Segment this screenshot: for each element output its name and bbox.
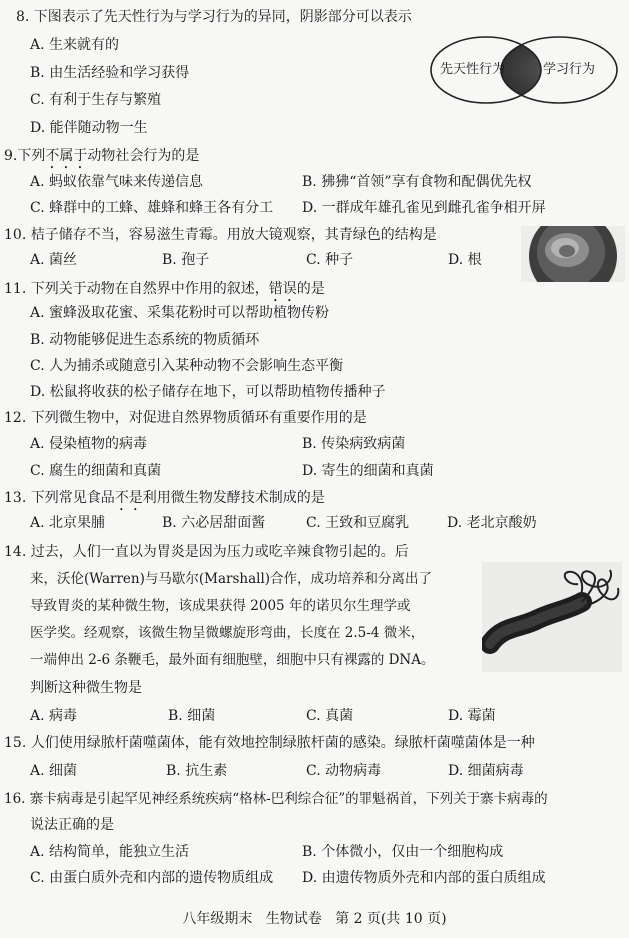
q14-option-b: B. 细菌 [168, 708, 216, 724]
q13-option-d: D. 老北京酸奶 [447, 515, 537, 531]
helical-bacterium-micrograph [482, 562, 622, 672]
q13-option-a: A. 北京果脯 [30, 515, 106, 531]
q14-option-a: A. 病毒 [30, 708, 78, 724]
q9-option-b: B. 狒狒“首领”享有食物和配偶优先权 [302, 174, 532, 190]
q14-option-d: D. 霉菌 [448, 708, 496, 724]
q8-option-c: C. 有利于生存与繁殖 [30, 92, 162, 108]
venn-right-label: 学习行为 [543, 62, 596, 77]
q16-option-c: C. 由蛋白质外壳和内部的遗传物质组成 [30, 870, 274, 886]
q15-stem: 15. 人们使用绿脓杆菌噬菌体，能有效地控制绿脓杆菌的感染。绿脓杆菌噬菌体是一种 [4, 735, 535, 751]
q16-option-a: A. 结构简单，能独立生活 [30, 844, 190, 860]
q8-stem: 8. 下图表示了先天性行为与学习行为的异同，阴影部分可以表示 [16, 9, 412, 25]
page-footer: 八年级期末 生物试卷 第 2 页(共 10 页) [182, 911, 447, 927]
q10-option-c: C. 种子 [306, 252, 354, 268]
q8-option-a: A. 生来就有的 [30, 37, 120, 53]
q12-option-d: D. 寄生的细菌和真菌 [302, 463, 434, 479]
q16-option-b: B. 个体微小，仅由一个细胞构成 [302, 844, 504, 860]
q9-option-d: D. 一群成年雄孔雀见到雌孔雀争相开屏 [302, 200, 546, 216]
q10-option-d: D. 根 [448, 252, 482, 268]
q11-stem: 11. 下列关于动物在自然界中作用的叙述，错误的是 [4, 281, 325, 297]
q12-option-c: C. 腐生的细菌和真菌 [30, 463, 162, 479]
q13-stem: 13. 下列常见食品不是利用微生物发酵技术制成的是 [4, 490, 325, 506]
mouldy-orange-photo [521, 226, 625, 282]
q14-line-2: 来，沃伦(Warren)与马歇尔(Marshall)合作，成功培养和分离出了 [30, 571, 433, 587]
q9-option-a: A. 蚂蚁依靠气味来传递信息 [30, 174, 204, 190]
q16-line-2: 说法正确的是 [30, 817, 114, 833]
q14-line-3: 导致胃炎的某种微生物，该成果获得 2005 年的诺贝尔生理学或 [30, 598, 411, 614]
q15-option-c: C. 动物病毒 [306, 763, 382, 779]
q12-option-b: B. 传染病致病菌 [302, 436, 406, 452]
q8-option-b: B. 由生活经验和学习获得 [30, 65, 190, 81]
q11-option-c: C. 人为捕杀或随意引入某种动物不会影响生态平衡 [30, 358, 344, 374]
q11-option-b: B. 动物能够促进生态系统的物质循环 [30, 332, 260, 348]
q12-stem: 12. 下列微生物中，对促进自然界物质循环有重要作用的是 [4, 410, 367, 426]
venn-left-label: 先天性行为 [440, 62, 506, 77]
q10-option-b: B. 孢子 [162, 252, 210, 268]
q10-stem: 10. 桔子储存不当，容易滋生青霉。用放大镜观察，其青绿色的结构是 [4, 227, 437, 243]
q10-option-a: A. 菌丝 [30, 252, 78, 268]
q11-option-d: D. 松鼠将收获的松子储存在地下，可以帮助植物传播种子 [30, 384, 386, 400]
q14-line-1: 14. 过去，人们一直以为胃炎是因为压力或吃辛辣食物引起的。后 [4, 544, 409, 560]
q15-option-b: B. 抗生素 [166, 763, 228, 779]
q12-option-a: A. 侵染植物的病毒 [30, 436, 148, 452]
q15-option-d: D. 细菌病毒 [448, 763, 524, 779]
q9-stem: 9.下列不属于动物社会行为的是 [4, 148, 200, 164]
q16-line-1: 16. 寨卡病毒是引起罕见神经系统疾病“格林-巴利综合征”的罪魁祸首，下列关于寨卡病毒的 [4, 791, 548, 807]
q14-line-6: 判断这种微生物是 [30, 680, 142, 696]
q14-line-4: 医学奖。经观察，该微生物呈微螺旋形弯曲，长度在 2.5-4 微米， [30, 625, 425, 641]
q15-option-a: A. 细菌 [30, 763, 78, 779]
q11-option-a: A. 蜜蜂汲取花蜜、采集花粉时可以帮助植物传粉 [30, 305, 330, 321]
q13-option-b: B. 六必居甜面酱 [162, 515, 266, 531]
q9-option-c: C. 蜂群中的工蜂、雄蜂和蜂王各有分工 [30, 200, 274, 216]
q16-option-d: D. 由遗传物质外壳和内部的蛋白质组成 [302, 870, 546, 886]
q14-option-c: C. 真菌 [306, 708, 354, 724]
q8-option-d: D. 能伴随动物一生 [30, 120, 148, 136]
q13-option-c: C. 王致和豆腐乳 [306, 515, 410, 531]
q14-line-5: 一端伸出 2-6 条鞭毛，最外面有细胞壁，细胞中只有裸露的 DNA。 [30, 652, 435, 668]
